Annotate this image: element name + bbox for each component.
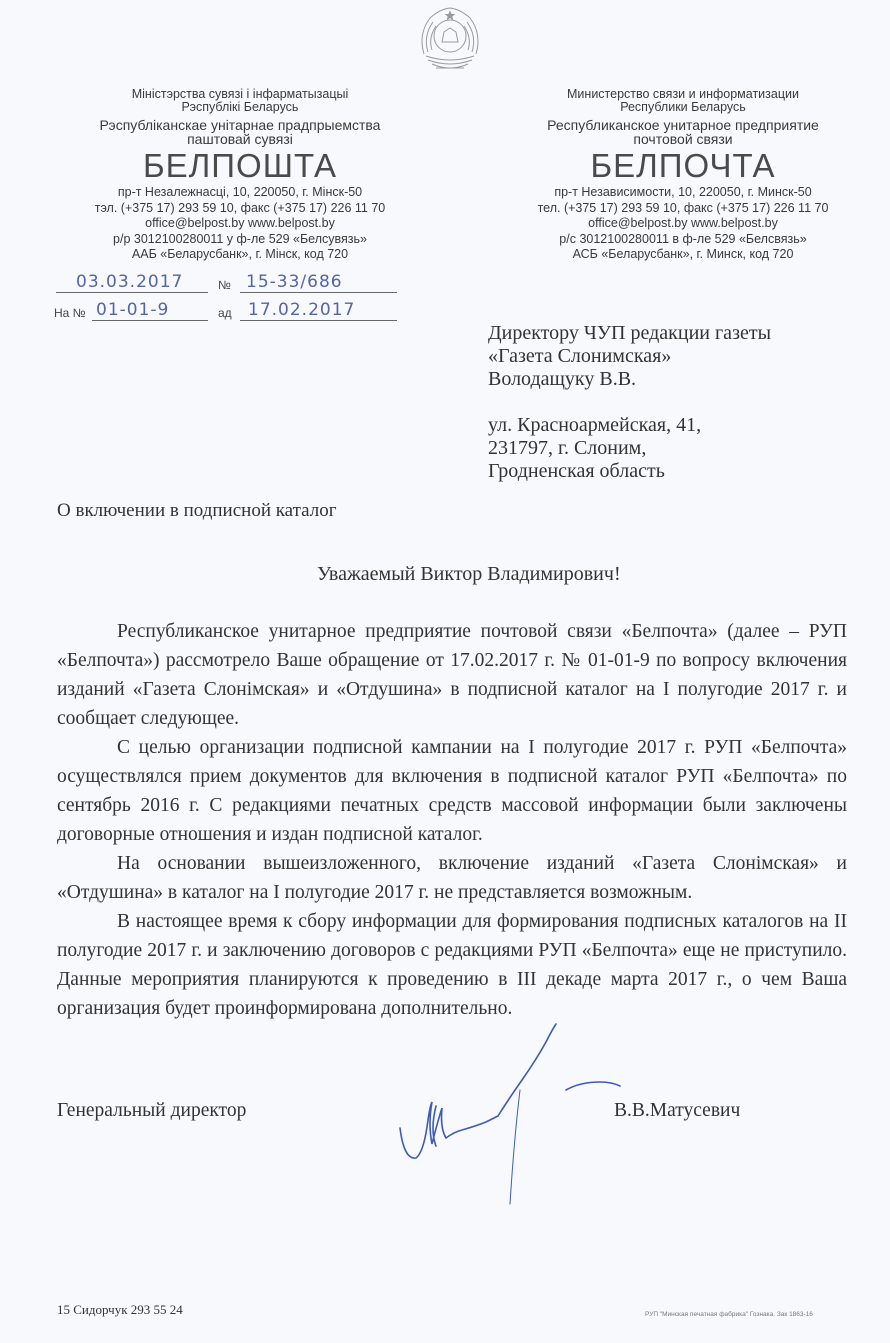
enterprise-name: Рэспубліканскае унітарнае прадпрыемства [99,117,381,133]
salutation: Уважаемый Виктор Владимирович! [317,563,621,585]
signatory-title: Генеральный директор [57,1100,247,1121]
ministry-country: Республики Беларусь [620,100,746,114]
handwritten-signature [390,1020,630,1210]
enterprise-name: Республиканское унитарное предприятие [547,117,819,133]
enterprise-type: паштовай сувязі [187,131,293,147]
outgoing-date-field [56,270,208,293]
ref-number: 01-01-9 [96,300,170,320]
phone-fax: тел. (+375 17) 293 59 10, факс (+375 17) 226 11 70 [537,200,829,215]
ref-date: 17.02.2017 [248,300,356,320]
printer-imprint: РУП "Минская печатная фабрика" Гознака. Зак 1863-16 [645,1311,813,1318]
bank-account: р/р 3012100280011 у ф-ле 529 «Белсувязь» [113,231,367,246]
letterhead-belarusian [40,88,440,262]
ministry-country: Рэспублікі Беларусь [181,100,299,114]
paragraph: С целью организации подписной кампании на I полугодие 2017 г. РУП «Белпочта» осуществлялся прием документов для включения в подписной каталог РУП «Белпочта» по сентябрь 2016 г. С редакциями печатных средств массовой информации были заключены договорные отношения и издан подписной каталог. [57,737,847,845]
ref-date-label: ад [218,306,232,320]
ref-date-field [240,298,397,321]
brand-name: БЕЛПОШТА [142,147,338,184]
email-web: office@belpost.by www.belpost.by [588,216,778,230]
addressee-line: Директору ЧУП редакции газеты [488,322,772,344]
outgoing-number: 15-33/686 [246,272,343,292]
paragraph: В настоящее время к сбору информации для формирования подписных каталогов на II полугодие 2017 г. и заключению договоров с редакциями РУП «Белпочта» еще не приступило. Данные мероприятия планируются к проведению в III декаде марта 2017 г., о чем Ваша организация будет проинформирована дополнительно. [57,911,847,1019]
bank-name: ААБ «Беларусбанк», г. Мінск, код 720 [131,247,349,261]
brand-name: БЕЛПОЧТА [590,147,776,184]
ref-number-field [92,298,208,321]
email-web: office@belpost.by www.belpost.by [145,216,335,230]
phone-fax: тэл. (+375 17) 293 59 10, факс (+375 17) 226 11 70 [94,200,386,215]
letter-body [57,617,847,1023]
ministry-name: Міністэрства сувязі і інфарматызацыі [131,87,349,101]
paragraph: Республиканское унитарное предприятие почтовой связи «Белпочта» (далее – РУП «Белпочта») рассмотрело Ваше обращение от 17.02.2017 г. № 01-01-9 по вопросу включения изданий «Газета Слонімская» и «Отдушина» в подписной каталог на I полугодие 2017 г. и сообщает следующее. [57,621,847,729]
ref-number-label: На № [54,306,86,320]
address: пр-т Независимости, 10, 220050, г. Минск-50 [554,185,812,199]
letter-subject: О включении в подписной каталог [57,500,337,521]
paragraph: На основании вышеизложенного, включение изданий «Газета Слонімская» и «Отдушина» в каталог на I полугодие 2017 г. не представляется возможным. [57,853,847,903]
executor-info: 15 Сидорчук 293 55 24 [57,1302,183,1317]
outgoing-number-field [240,270,397,293]
address-line: ул. Красноармейская, 41, [488,414,702,436]
address-line: 231797, г. Слоним, [488,437,647,459]
addressee-line: Володащуку В.В. [488,368,637,390]
signatory-name: В.В.Матусевич [614,1100,741,1121]
addressee-line: «Газета Слонимская» [488,345,672,367]
address-line: Гродненская область [488,460,665,482]
addressee-block [488,322,771,483]
outgoing-date: 03.03.2017 [76,272,184,292]
ministry-name: Министерство связи и информатизации [567,87,799,101]
state-emblem-icon [414,4,486,76]
bank-account: р/с 3012100280011 в ф-ле 529 «Белсвязь» [559,231,807,246]
registration-block [56,270,401,326]
number-label: № [218,278,231,292]
address: пр-т Незалежнасці, 10, 220050, г. Мінск-50 [117,185,363,199]
bank-name: АСБ «Беларусбанк», г. Минск, код 720 [572,247,794,261]
enterprise-type: почтовой связи [633,131,733,147]
letterhead-russian [483,88,883,262]
